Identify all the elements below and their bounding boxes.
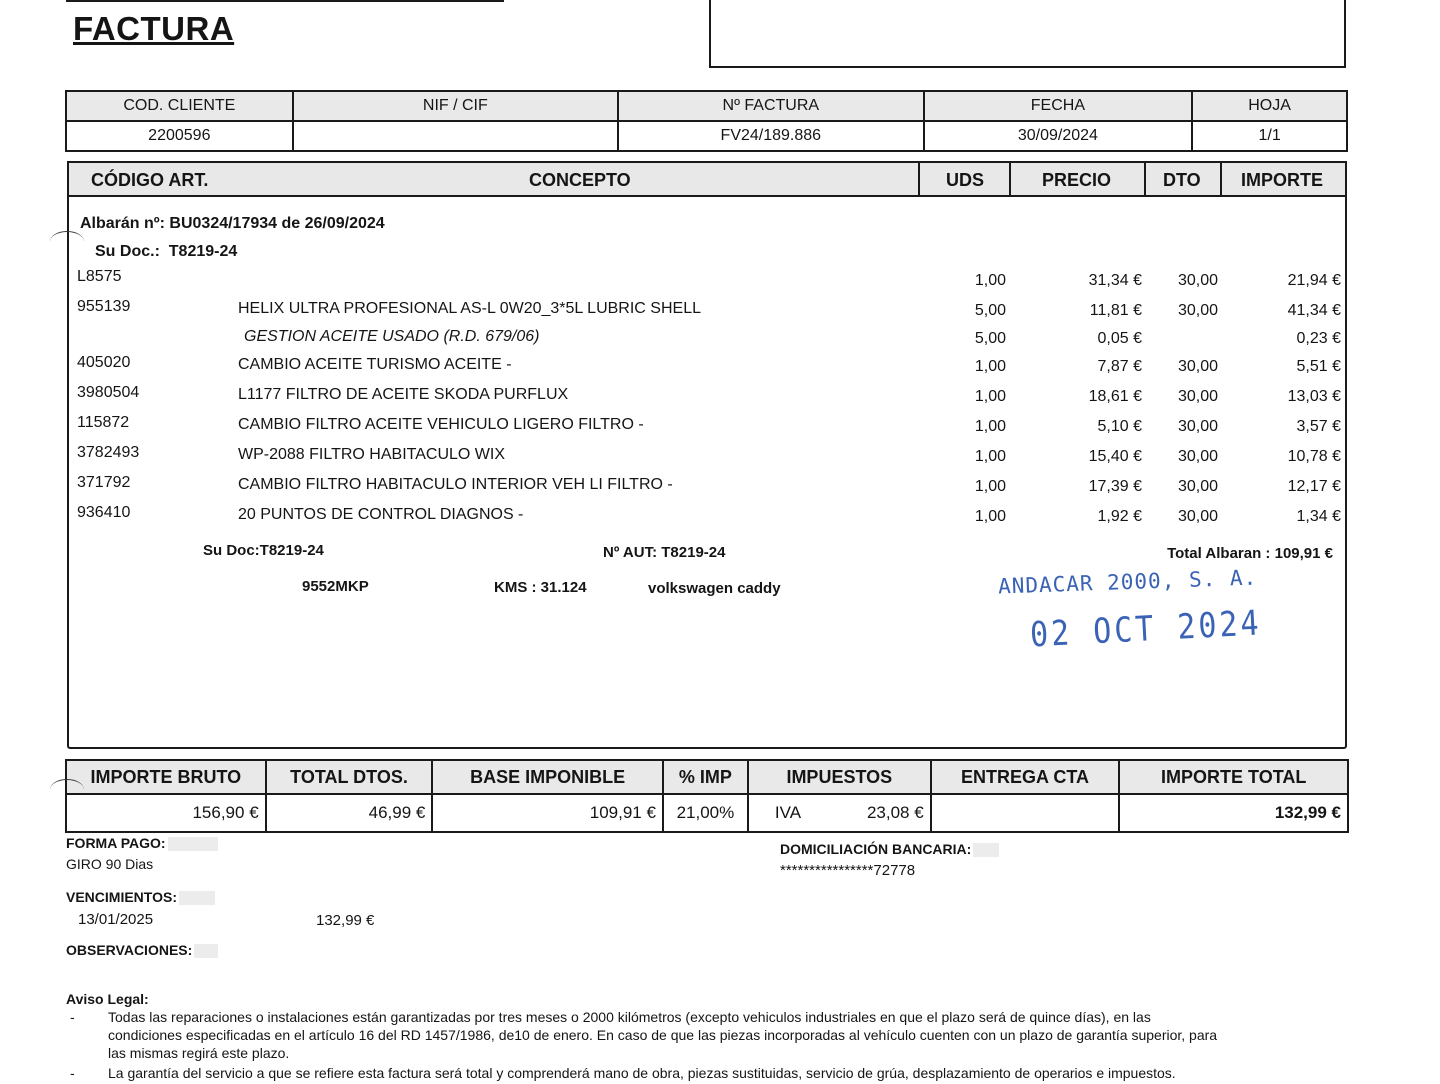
item-dto: 30,00 (1177, 388, 1218, 405)
header-label-fecha: FECHA (924, 91, 1193, 121)
item-row (0, 384, 1440, 410)
vencimientos (66, 889, 215, 905)
legal-notice (66, 990, 1226, 1082)
forma-pago-label: FORMA PAGO: (66, 835, 166, 851)
header-value-nif (293, 121, 618, 151)
stamp-company: ANDACAR 2000, S. A. (997, 565, 1258, 599)
item-code: 936410 (77, 504, 131, 521)
stamp-date: 02 OCT 2024 (1029, 603, 1263, 656)
albaran-su-doc (95, 243, 237, 261)
item-uds: 1,00 (974, 508, 1006, 525)
item-uds: 1,00 (974, 478, 1006, 495)
col-precio: PRECIO (1042, 170, 1112, 190)
col-concepto: CONCEPTO (529, 170, 631, 190)
albaran-line: Albarán nº: BU0324/17934 de 26/09/2024 (80, 215, 385, 232)
totals-label-dtos: TOTAL DTOS. (266, 760, 433, 794)
item-row (0, 504, 1440, 530)
entrega-cta-value (931, 794, 1120, 832)
address-box (709, 0, 1346, 68)
item-dto: 30,00 (1177, 478, 1218, 495)
item-row (0, 414, 1440, 440)
items-header (69, 163, 1345, 197)
item-uds: 1,00 (974, 448, 1006, 465)
base-imponible-value: 109,91 € (432, 794, 663, 832)
punch-mark (50, 231, 84, 252)
totals-label-pct: % IMP (663, 760, 748, 794)
observaciones (66, 942, 218, 958)
item-importe: 10,78 € (1287, 448, 1341, 465)
forma-pago (66, 835, 218, 851)
vencimiento-importe: 132,99 € (316, 912, 375, 929)
header-value-num-factura: FV24/189.886 (618, 121, 924, 151)
item-dto: 30,00 (1177, 272, 1218, 289)
legal-item (66, 1064, 1226, 1082)
pct-imp-value: 21,00% (663, 794, 748, 832)
impuestos-cell (748, 794, 931, 832)
item-uds: 5,00 (974, 330, 1006, 347)
item-concept: WP-2088 FILTRO HABITACULO WIX (238, 446, 506, 463)
impuesto-tipo: IVA (774, 803, 802, 822)
legal-paragraph-1: Todas las reparaciones o instalaciones están garantizadas por tres meses o 2000 kilómetros (excepto vehiculos industriales en que el plazo será de quince días), en las condiciones especificadas en el artículo 16 del RD 1457/1986, de10 de enero. En caso de que las piezas incorporadas al vehículo cuenten con un plazo de garantía superior, para las mismas regirá este plazo. (108, 1009, 1218, 1061)
item-concept: CAMBIO FILTRO HABITACULO INTERIOR VEH LI FILTRO - (238, 476, 673, 493)
item-code: 3980504 (77, 384, 140, 401)
item-row (0, 326, 1440, 352)
punch-mark (50, 779, 84, 800)
totals-label-bruto: IMPORTE BRUTO (66, 760, 266, 794)
item-precio: 1,92 € (1097, 508, 1142, 525)
header-label-hoja: HOJA (1192, 91, 1347, 121)
item-concept: L1177 FILTRO DE ACEITE SKODA PURFLUX (238, 386, 569, 403)
item-concept: 20 PUNTOS DE CONTROL DIAGNOS - (238, 506, 524, 523)
header-value-fecha: 30/09/2024 (924, 121, 1193, 151)
vencimientos-label: VENCIMIENTOS: (66, 889, 177, 905)
top-rule (66, 0, 504, 2)
item-importe: 1,34 € (1296, 508, 1341, 525)
item-uds: 1,00 (974, 388, 1006, 405)
item-dto: 30,00 (1177, 418, 1218, 435)
item-row (0, 354, 1440, 380)
item-row (0, 298, 1440, 324)
item-importe: 13,03 € (1287, 388, 1341, 405)
col-dto: DTO (1163, 170, 1201, 190)
item-concept: CAMBIO ACEITE TURISMO ACEITE - (238, 356, 512, 373)
col-sep (1009, 163, 1011, 195)
invoice-header-table (65, 90, 1348, 152)
header-value-cod-cliente: 2200596 (66, 121, 293, 151)
header-label-nif: NIF / CIF (293, 91, 618, 121)
redacted-block (168, 837, 218, 851)
item-dto: 30,00 (1177, 448, 1218, 465)
item-uds: 1,00 (974, 418, 1006, 435)
legal-item (66, 1008, 1226, 1062)
forma-pago-value: GIRO 90 Dias (66, 856, 154, 872)
item-importe: 41,34 € (1287, 302, 1341, 319)
su-doc-value: T8219-24 (168, 243, 238, 260)
total-albaran: Total Albaran : 109,91 € (1167, 545, 1333, 562)
total-dtos-value: 46,99 € (266, 794, 433, 832)
item-concept: GESTION ACEITE USADO (R.D. 679/06) (244, 328, 540, 345)
domiciliacion (780, 841, 999, 857)
footer-kms: KMS : 31.124 (494, 579, 587, 596)
totals-table (65, 759, 1349, 833)
footer-matricula: 9552MKP (302, 578, 369, 595)
item-uds: 5,00 (974, 302, 1006, 319)
item-precio: 15,40 € (1088, 448, 1142, 465)
item-code: 405020 (77, 354, 131, 371)
item-precio: 0,05 € (1097, 330, 1142, 347)
header-value-hoja: 1/1 (1192, 121, 1347, 151)
item-dto: 30,00 (1177, 508, 1218, 525)
item-precio: 17,39 € (1088, 478, 1142, 495)
item-row (0, 444, 1440, 470)
item-code: L8575 (77, 268, 122, 285)
item-importe: 12,17 € (1287, 478, 1341, 495)
totals-label-base: BASE IMPONIBLE (432, 760, 663, 794)
legal-dash: - (70, 1065, 75, 1081)
legal-paragraph-2: La garantía del servicio a que se refiere esta factura será total y comprenderá mano de obra, piezas sustituidas, servicio de grúa, desplazamiento de operarios e impuestos. (108, 1065, 1176, 1081)
col-codigo: CÓDIGO ART. (91, 170, 209, 190)
vencimiento-fecha: 13/01/2025 (78, 911, 154, 928)
item-uds: 1,00 (974, 358, 1006, 375)
footer-n-aut: Nº AUT: T8219-24 (603, 544, 726, 561)
impuestos-value: 23,08 € (866, 803, 924, 822)
item-row (0, 474, 1440, 500)
importe-bruto-value: 156,90 € (66, 794, 266, 832)
item-precio: 5,10 € (1097, 418, 1142, 435)
totals-label-total: IMPORTE TOTAL (1119, 760, 1348, 794)
col-sep (1220, 163, 1222, 195)
observaciones-label: OBSERVACIONES: (66, 942, 193, 958)
item-uds: 1,00 (974, 272, 1006, 289)
legal-label: Aviso Legal: (66, 991, 149, 1007)
redacted-block (179, 891, 215, 905)
item-code: 3782493 (77, 444, 140, 461)
importe-total-value: 132,99 € (1119, 794, 1348, 832)
item-importe: 0,23 € (1296, 330, 1341, 347)
item-code: 371792 (77, 474, 131, 491)
footer-su-doc: Su Doc:T8219-24 (203, 542, 324, 559)
item-precio: 11,81 € (1089, 302, 1142, 319)
document-title: FACTURA (73, 10, 235, 47)
header-label-cod-cliente: COD. CLIENTE (66, 91, 293, 121)
item-concept: HELIX ULTRA PROFESIONAL AS-L 0W20_3*5L LUBRIC SHELL (238, 300, 701, 317)
item-precio: 31,34 € (1088, 272, 1142, 289)
item-concept: CAMBIO FILTRO ACEITE VEHICULO LIGERO FILTRO - (238, 416, 644, 433)
totals-label-entrega: ENTREGA CTA (931, 760, 1120, 794)
redacted-block (973, 843, 999, 857)
item-importe: 5,51 € (1296, 358, 1341, 375)
domiciliacion-value: ****************72778 (780, 862, 916, 879)
item-code: 115872 (77, 414, 130, 431)
item-importe: 3,57 € (1296, 418, 1341, 435)
item-precio: 18,61 € (1088, 388, 1142, 405)
domiciliacion-label: DOMICILIACIÓN BANCARIA: (780, 841, 972, 857)
legal-dash: - (70, 1009, 75, 1025)
footer-vehiculo: volkswagen caddy (648, 580, 781, 597)
totals-label-impuestos: IMPUESTOS (748, 760, 931, 794)
item-dto: 30,00 (1177, 358, 1218, 375)
item-code: 955139 (77, 298, 131, 315)
item-dto: 30,00 (1177, 302, 1218, 319)
col-importe: IMPORTE (1241, 170, 1324, 190)
item-row (0, 268, 1440, 294)
col-sep (918, 163, 920, 195)
item-precio: 7,87 € (1097, 358, 1142, 375)
col-sep (1144, 163, 1146, 195)
su-doc-label: Su Doc.: (95, 243, 160, 260)
col-uds: UDS (946, 170, 985, 190)
header-label-num-factura: Nº FACTURA (618, 91, 924, 121)
item-importe: 21,94 € (1287, 272, 1341, 289)
redacted-block (194, 944, 218, 958)
